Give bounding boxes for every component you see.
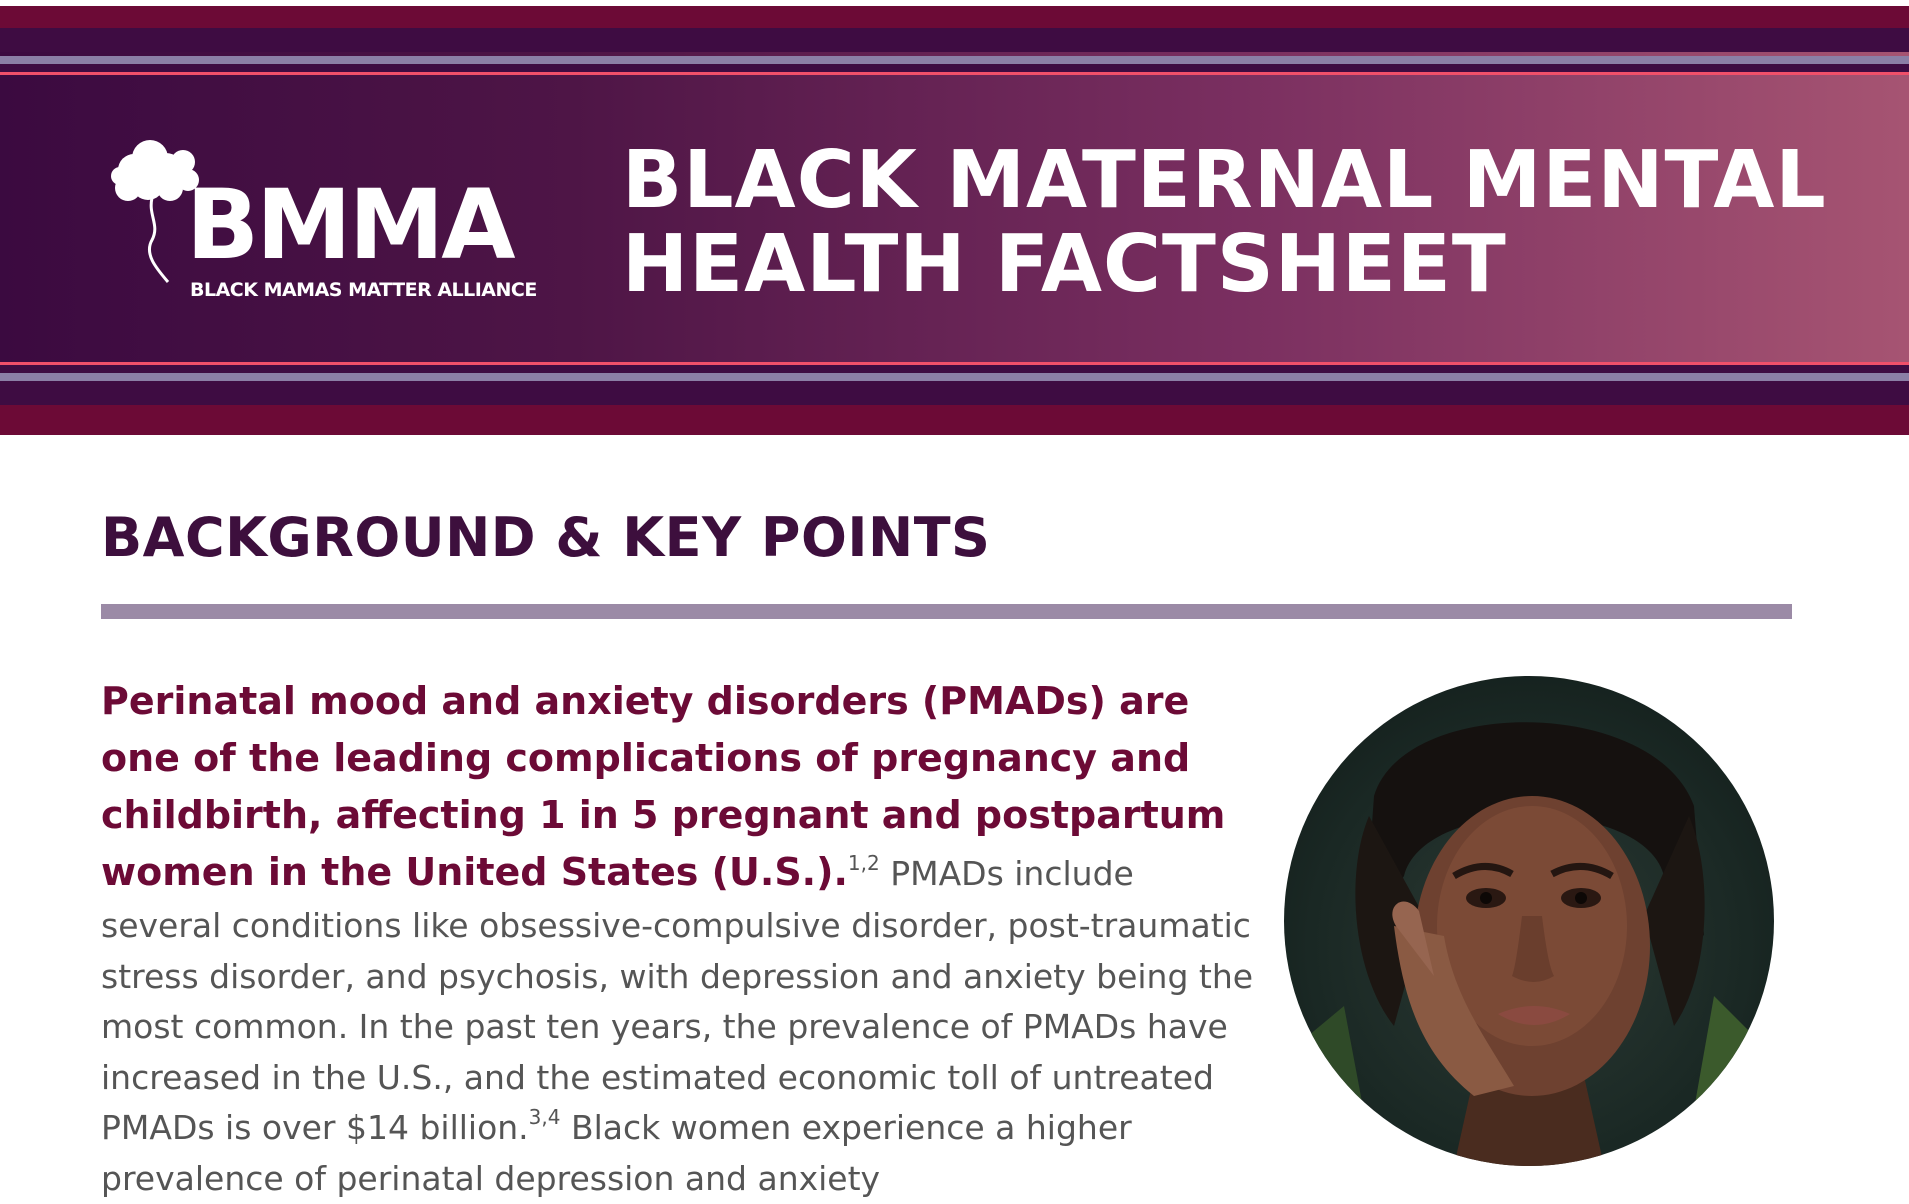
footnote-ref[interactable]: 3,4	[528, 1105, 561, 1129]
logo-tagline: BLACK MAMAS MATTER ALLIANCE	[190, 279, 537, 301]
body-paragraph: PMADs include several conditions like obsessive-compulsive disorder, post-traumatic stress disorder, and psychosis, with depression and anxiety being the most common. In the past ten years, the prevalence of PMADs have increased in the U.S., and the estimated economic toll of untreated PMADs is over $14 billion.	[101, 854, 1254, 1147]
section-heading: BACKGROUND & KEY POINTS	[101, 506, 991, 569]
bmma-logo	[108, 130, 548, 305]
body-paragraph-continued: Black women experience a higher prevalence of perinatal depression and anxiety	[101, 1108, 1132, 1198]
header-banner	[0, 0, 1909, 435]
portrait-photo	[1284, 676, 1774, 1166]
body-text	[101, 673, 1261, 1204]
logo-wordmark: BMMA	[186, 169, 513, 281]
page-title: BLACK MATERNAL MENTAL HEALTH FACTSHEET	[622, 134, 1827, 310]
footnote-ref[interactable]: 1,2	[847, 851, 880, 875]
section-divider	[101, 604, 1792, 619]
lead-statement: Perinatal mood and anxiety disorders (PMADs) are one of the leading complications of pregnancy and childbirth, affecting 1 in 5 pregnant and postpartum women in the United States (U.S.).	[101, 679, 1226, 894]
